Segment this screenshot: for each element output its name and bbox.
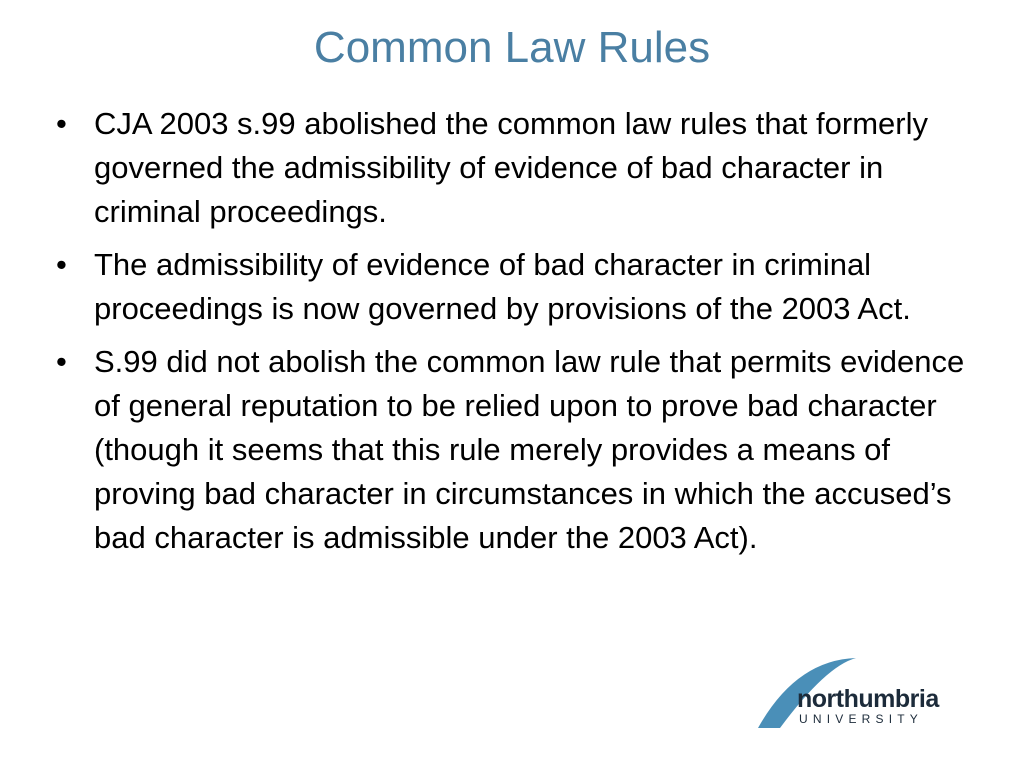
bullet-dot: • — [56, 247, 67, 282]
bullet-text: S.99 did not abolish the common law rule that permits evidence of general reputation to be relied upon to prove bad character (though it seems that this rule merely provides a means of proving bad character in circumstances in which the accused’s bad character is admissible under the 2003 Act). — [94, 344, 965, 555]
bullet-item — [56, 102, 986, 234]
northumbria-logo — [756, 656, 966, 736]
bullet-item — [56, 243, 986, 331]
logo-subtitle: UNIVERSITY — [799, 712, 924, 726]
bullet-text: The admissibility of evidence of bad character in criminal proceedings is now governed by provisions of the 2003 Act. — [94, 247, 911, 326]
bullet-dot: • — [56, 106, 67, 141]
bullet-text: CJA 2003 s.99 abolished the common law rules that formerly governed the admissibility of evidence of bad character in criminal proceedings. — [94, 106, 928, 229]
bullet-dot: • — [56, 344, 67, 379]
logo-wordmark: northumbria — [797, 685, 939, 713]
bullet-list — [56, 102, 986, 569]
slide-title: Common Law Rules — [313, 23, 711, 72]
bullet-item — [56, 340, 986, 560]
